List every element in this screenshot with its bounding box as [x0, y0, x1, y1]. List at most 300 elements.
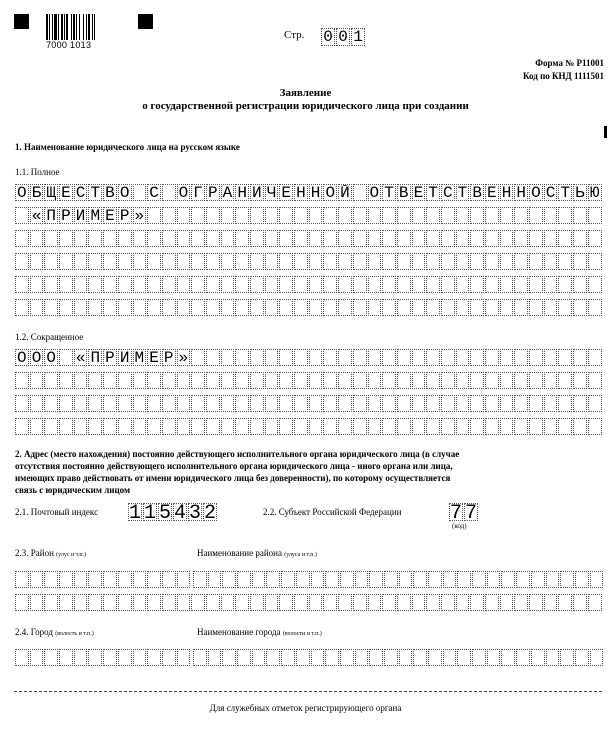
char-cell: [191, 418, 205, 435]
char-cell: [397, 207, 411, 224]
char-cell: [133, 253, 147, 270]
char-cell: [470, 372, 484, 389]
char-cell: [456, 253, 470, 270]
char-cell: [338, 349, 352, 366]
char-cell: [191, 349, 205, 366]
char-cell: [88, 372, 102, 389]
char-cell: [558, 230, 572, 247]
char-cell: [323, 253, 337, 270]
char-cell: [441, 230, 455, 247]
char-cell: [250, 207, 264, 224]
section2-heading-line4: связь с юридическим лицом: [15, 485, 131, 495]
char-cell: [265, 299, 279, 316]
char-cell: [397, 349, 411, 366]
char-cell: Н: [294, 184, 308, 201]
char-cell: [191, 395, 205, 412]
subject-label: 2.2. Субъект Российской Федерации: [263, 507, 402, 517]
char-cell: [558, 299, 572, 316]
char-cell: [206, 372, 220, 389]
char-cell: [470, 395, 484, 412]
char-cell: [44, 230, 58, 247]
char-cell: [544, 253, 558, 270]
char-cell: [558, 349, 572, 366]
city-field[interactable]: [15, 649, 191, 666]
char-cell: [368, 230, 382, 247]
char-cell: [59, 276, 73, 293]
char-cell: Г: [191, 184, 205, 201]
char-cell: [544, 594, 558, 611]
char-cell: [294, 594, 308, 611]
char-cell: [338, 230, 352, 247]
char-cell: [74, 594, 88, 611]
char-cell: А: [221, 184, 235, 201]
char-cell: [397, 230, 411, 247]
char-cell: [221, 372, 235, 389]
char-cell: [177, 418, 191, 435]
char-cell: [382, 395, 396, 412]
short-name-row[interactable]: [15, 372, 603, 389]
char-cell: [428, 649, 442, 666]
char-cell: [544, 299, 558, 316]
char-cell: [15, 372, 29, 389]
char-cell: [30, 395, 44, 412]
char-cell: [472, 571, 486, 588]
char-cell: [487, 571, 501, 588]
char-cell: [588, 207, 602, 224]
char-cell: [103, 276, 117, 293]
char-cell: [573, 372, 587, 389]
char-cell: Ь: [573, 184, 587, 201]
short-name-row[interactable]: [15, 349, 603, 366]
char-cell: [281, 571, 295, 588]
char-cell: Р: [118, 207, 132, 224]
char-cell: [368, 594, 382, 611]
char-cell: [338, 253, 352, 270]
char-cell: [485, 276, 499, 293]
char-cell: [588, 349, 602, 366]
char-cell: [544, 207, 558, 224]
barcode: [46, 14, 118, 50]
char-cell: [294, 276, 308, 293]
char-cell: [74, 571, 88, 588]
char-cell: [191, 299, 205, 316]
char-cell: [74, 418, 88, 435]
char-cell: [309, 230, 323, 247]
char-cell: [443, 571, 457, 588]
char-cell: [118, 594, 132, 611]
char-cell: [193, 571, 207, 588]
char-cell: [338, 372, 352, 389]
char-cell: [133, 372, 147, 389]
char-cell: С: [147, 184, 161, 201]
char-cell: [441, 372, 455, 389]
char-cell: [30, 372, 44, 389]
char-cell: [485, 372, 499, 389]
char-cell: [15, 571, 29, 588]
char-cell: О: [368, 184, 382, 201]
char-cell: [470, 299, 484, 316]
district-name-field[interactable]: [193, 571, 604, 588]
char-cell: [59, 395, 73, 412]
char-cell: [250, 395, 264, 412]
barcode-number: 7000 1013: [46, 40, 92, 50]
char-cell: [529, 276, 543, 293]
char-cell: О: [118, 184, 132, 201]
char-cell: [265, 372, 279, 389]
char-cell: [177, 276, 191, 293]
char-cell: П: [44, 207, 58, 224]
char-cell: [382, 594, 396, 611]
subject-code-field[interactable]: [449, 503, 479, 521]
char-cell: [15, 594, 29, 611]
full-name-row[interactable]: [15, 299, 603, 316]
char-cell: [575, 571, 589, 588]
char-cell: [103, 649, 117, 666]
char-cell: [485, 230, 499, 247]
char-cell: [309, 372, 323, 389]
char-cell: »: [177, 349, 191, 366]
char-cell: [412, 349, 426, 366]
char-cell: [162, 571, 176, 588]
char-cell: [162, 395, 176, 412]
char-cell: [413, 571, 427, 588]
char-cell: Т: [426, 184, 440, 201]
full-name-row[interactable]: [15, 230, 603, 247]
page-number-field[interactable]: [321, 28, 366, 46]
char-cell: [544, 276, 558, 293]
char-cell: [191, 230, 205, 247]
postal-code-label: 2.1. Почтовый индекс: [15, 507, 99, 517]
char-cell: [441, 594, 455, 611]
char-cell: [485, 253, 499, 270]
char-cell: [426, 276, 440, 293]
char-cell: [265, 418, 279, 435]
char-cell: [74, 649, 88, 666]
full-name-row[interactable]: [15, 207, 603, 224]
char-cell: [44, 594, 58, 611]
char-cell: [397, 372, 411, 389]
char-cell: [426, 207, 440, 224]
char-cell: [369, 571, 383, 588]
char-cell: [470, 276, 484, 293]
page-label: Стр.: [284, 29, 305, 41]
char-cell: [193, 649, 207, 666]
char-cell: [397, 276, 411, 293]
char-cell: [206, 594, 220, 611]
short-name-label: 1.2. Сокращенное: [15, 332, 84, 342]
char-cell: О: [323, 184, 337, 201]
char-cell: [177, 395, 191, 412]
char-cell: [588, 253, 602, 270]
char-cell: [309, 207, 323, 224]
char-cell: [311, 649, 325, 666]
char-cell: [575, 649, 589, 666]
char-cell: [191, 207, 205, 224]
char-cell: [456, 372, 470, 389]
char-cell: [221, 253, 235, 270]
char-cell: [74, 253, 88, 270]
char-cell: [514, 207, 528, 224]
char-cell: [206, 253, 220, 270]
char-cell: Е: [147, 349, 161, 366]
char-cell: [30, 571, 44, 588]
char-cell: [279, 594, 293, 611]
char-cell: [294, 230, 308, 247]
char-cell: [206, 349, 220, 366]
char-cell: [309, 594, 323, 611]
char-cell: [250, 372, 264, 389]
char-cell: [177, 299, 191, 316]
char-cell: [500, 349, 514, 366]
char-cell: [221, 349, 235, 366]
char-cell: [147, 207, 161, 224]
char-cell: [340, 571, 354, 588]
char-cell: [133, 571, 147, 588]
char-cell: [281, 649, 295, 666]
separator-line: [14, 691, 602, 692]
char-cell: [133, 299, 147, 316]
char-cell: [237, 649, 251, 666]
char-cell: [514, 372, 528, 389]
char-cell: [573, 594, 587, 611]
char-cell: [279, 276, 293, 293]
char-cell: Е: [279, 184, 293, 201]
char-cell: Е: [103, 207, 117, 224]
char-cell: [265, 276, 279, 293]
char-cell: [500, 207, 514, 224]
char-cell: [30, 230, 44, 247]
char-cell: [59, 299, 73, 316]
char-cell: Щ: [44, 184, 58, 201]
char-cell: [221, 230, 235, 247]
char-cell: С: [441, 184, 455, 201]
char-cell: [206, 418, 220, 435]
knd-label: Код по КНД 1111501: [522, 71, 604, 81]
char-cell: [353, 230, 367, 247]
section2-heading-line2: отсутствия постоянно действующего исполнительного органа юридического лица - иного органа или лица,: [15, 461, 453, 471]
char-cell: [147, 594, 161, 611]
char-cell: [118, 571, 132, 588]
char-cell: [441, 299, 455, 316]
char-cell: [529, 230, 543, 247]
char-cell: Р: [103, 349, 117, 366]
char-cell: [252, 649, 266, 666]
district-field-row2[interactable]: [15, 594, 603, 611]
char-cell: [368, 349, 382, 366]
char-cell: [162, 299, 176, 316]
char-cell: 1: [144, 503, 157, 521]
char-cell: [294, 299, 308, 316]
char-cell: [412, 253, 426, 270]
char-cell: [147, 395, 161, 412]
char-cell: [309, 299, 323, 316]
char-cell: [588, 395, 602, 412]
subject-code-caption: (код): [452, 522, 467, 530]
char-cell: [15, 230, 29, 247]
char-cell: [426, 299, 440, 316]
char-cell: [177, 207, 191, 224]
char-cell: [88, 571, 102, 588]
char-cell: [382, 230, 396, 247]
char-cell: [338, 299, 352, 316]
char-cell: [118, 395, 132, 412]
char-cell: [88, 230, 102, 247]
char-cell: [368, 372, 382, 389]
char-cell: [235, 594, 249, 611]
corner-marker-left: [14, 14, 29, 29]
char-cell: [103, 299, 117, 316]
char-cell: [573, 418, 587, 435]
char-cell: [544, 418, 558, 435]
char-cell: [15, 253, 29, 270]
char-cell: [323, 299, 337, 316]
char-cell: [294, 418, 308, 435]
char-cell: [133, 649, 147, 666]
char-cell: [413, 649, 427, 666]
char-cell: [44, 253, 58, 270]
full-name-row[interactable]: [15, 276, 603, 293]
char-cell: [235, 299, 249, 316]
char-cell: [368, 418, 382, 435]
char-cell: [44, 395, 58, 412]
char-cell: [237, 571, 251, 588]
char-cell: [470, 253, 484, 270]
char-cell: [573, 230, 587, 247]
city-name-field[interactable]: [193, 649, 604, 666]
char-cell: [44, 372, 58, 389]
char-cell: [428, 571, 442, 588]
char-cell: [353, 184, 367, 201]
char-cell: [250, 230, 264, 247]
char-cell: [485, 594, 499, 611]
char-cell: [399, 649, 413, 666]
char-cell: [470, 594, 484, 611]
char-cell: Н: [309, 184, 323, 201]
char-cell: Т: [382, 184, 396, 201]
char-cell: [485, 349, 499, 366]
district-hint: (улус и т.п.): [56, 552, 87, 558]
district-field[interactable]: [15, 571, 191, 588]
char-cell: [162, 594, 176, 611]
char-cell: [529, 418, 543, 435]
char-cell: [265, 594, 279, 611]
char-cell: [529, 594, 543, 611]
char-cell: [103, 395, 117, 412]
char-cell: [485, 299, 499, 316]
char-cell: [368, 299, 382, 316]
char-cell: [30, 276, 44, 293]
char-cell: [323, 276, 337, 293]
char-cell: [177, 594, 191, 611]
char-cell: Р: [206, 184, 220, 201]
char-cell: [397, 418, 411, 435]
char-cell: [500, 253, 514, 270]
full-name-label: 1.1. Полное: [15, 167, 60, 177]
char-cell: [500, 299, 514, 316]
char-cell: [177, 571, 191, 588]
char-cell: [590, 571, 604, 588]
char-cell: [294, 395, 308, 412]
char-cell: [500, 276, 514, 293]
char-cell: [30, 418, 44, 435]
full-name-row[interactable]: [15, 253, 603, 270]
char-cell: [500, 230, 514, 247]
short-name-row[interactable]: [15, 395, 603, 412]
char-cell: [397, 395, 411, 412]
char-cell: [558, 418, 572, 435]
char-cell: [235, 349, 249, 366]
char-cell: [470, 418, 484, 435]
char-cell: [147, 299, 161, 316]
char-cell: [147, 418, 161, 435]
char-cell: [30, 594, 44, 611]
char-cell: [221, 207, 235, 224]
char-cell: [353, 395, 367, 412]
char-cell: [544, 372, 558, 389]
char-cell: [15, 395, 29, 412]
char-cell: [147, 230, 161, 247]
char-cell: [235, 395, 249, 412]
postal-code-field[interactable]: [128, 503, 218, 521]
char-cell: П: [88, 349, 102, 366]
city-hint: (волость и т.п.): [55, 631, 94, 637]
char-cell: [472, 649, 486, 666]
full-name-row[interactable]: [15, 184, 603, 201]
char-cell: [456, 230, 470, 247]
char-cell: [208, 649, 222, 666]
barcode-bars: [46, 14, 118, 40]
char-cell: [412, 230, 426, 247]
char-cell: [573, 349, 587, 366]
char-cell: [323, 594, 337, 611]
char-cell: [426, 349, 440, 366]
char-cell: [162, 253, 176, 270]
short-name-row[interactable]: [15, 418, 603, 435]
char-cell: 3: [189, 503, 202, 521]
char-cell: [103, 372, 117, 389]
char-cell: [397, 253, 411, 270]
char-cell: [573, 299, 587, 316]
char-cell: [456, 594, 470, 611]
char-cell: [279, 299, 293, 316]
char-cell: [368, 207, 382, 224]
char-cell: [208, 571, 222, 588]
char-cell: [235, 276, 249, 293]
char-cell: [118, 276, 132, 293]
char-cell: [250, 253, 264, 270]
char-cell: [426, 253, 440, 270]
char-cell: О: [15, 349, 29, 366]
char-cell: [265, 349, 279, 366]
char-cell: [544, 230, 558, 247]
char-cell: [206, 207, 220, 224]
char-cell: 7: [450, 503, 463, 521]
char-cell: [103, 230, 117, 247]
char-cell: [573, 395, 587, 412]
char-cell: [118, 649, 132, 666]
char-cell: Р: [59, 207, 73, 224]
char-cell: [573, 276, 587, 293]
char-cell: [15, 299, 29, 316]
char-cell: О: [529, 184, 543, 201]
char-cell: С: [544, 184, 558, 201]
char-cell: [323, 349, 337, 366]
char-cell: [133, 594, 147, 611]
city-name-hint: (волости и т.п.): [282, 631, 322, 637]
char-cell: М: [88, 207, 102, 224]
char-cell: [279, 372, 293, 389]
char-cell: [382, 372, 396, 389]
